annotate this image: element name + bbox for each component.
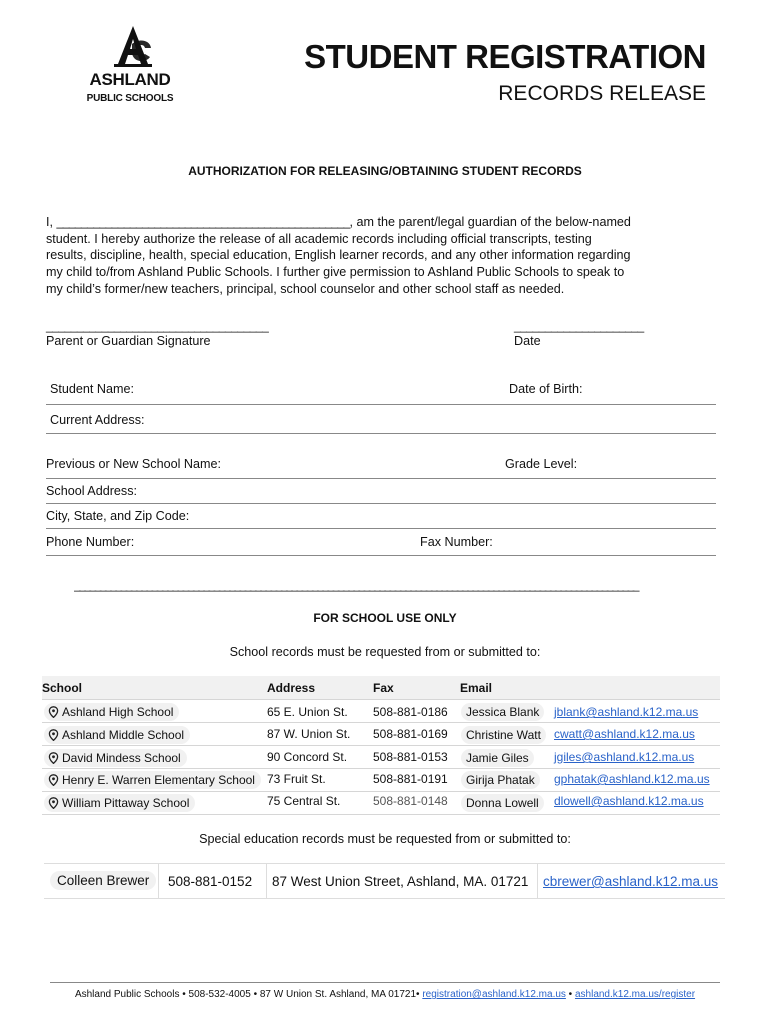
student-name-field[interactable] [46,404,716,405]
table-row [44,771,261,791]
school-address: 75 Central St. [267,794,341,808]
prev-school-field[interactable] [46,478,716,479]
table-row [44,726,190,746]
email-link[interactable]: dlowell@ashland.k12.ma.us [554,794,704,808]
city-state-zip-field[interactable] [46,528,716,529]
school-address: 73 Fruit St. [267,772,326,786]
date-label: Date [514,334,541,348]
contact-chip[interactable]: Jamie Giles [461,749,534,767]
contact-chip[interactable]: Christine Watt [461,726,546,744]
school-address: 87 W. Union St. [267,727,351,741]
email-link[interactable]: gphatak@ashland.k12.ma.us [554,772,710,786]
table-row [44,749,187,769]
school-address-label: School Address: [46,484,138,498]
contact-chip[interactable]: Donna Lowell [461,794,544,812]
authorization-paragraph [46,214,706,298]
authorization-line-3: results, discipline, health, special education, English learner records, and any other information regarding [46,248,631,263]
footer-url-link[interactable]: ashland.k12.ma.us/register [574,989,696,1000]
student-name-label: Student Name: [50,382,135,396]
sped-fax: 508-881-0152 [168,874,253,889]
cell-divider [266,863,267,899]
school-chip[interactable] [44,771,261,789]
row-divider [42,791,720,792]
school-fax: 508-881-0191 [373,772,448,786]
row-divider [42,814,720,815]
map-pin-icon [48,774,59,786]
school-fax: 508-881-0153 [373,750,448,764]
sped-request-text: Special education records must be requested from or submitted to: [199,832,571,846]
guardian-name-blank[interactable]: ________________________________________________ [56,215,350,229]
city-state-zip-label: City, State, and Zip Code: [46,509,190,523]
ashland-logo-icon [112,24,154,68]
footer-separator: • [565,989,575,1000]
authorization-prefix: I, [46,215,57,229]
map-pin-icon [48,706,59,718]
grade-level-label: Grade Level: [505,457,578,471]
school-address: 90 Concord St. [267,750,348,764]
school-name: Ashland Middle School [62,728,185,742]
authorization-line-1 [46,214,706,231]
phone-label: Phone Number: [46,535,135,549]
school-fax: 508-881-0148 [373,794,448,808]
contact-chip[interactable]: Jessica Blank [461,703,544,721]
authorization-suffix: , am the parent/legal guardian of the below-named [349,215,631,229]
current-address-label: Current Address: [50,413,145,427]
table-row [44,794,195,814]
sped-address: 87 West Union Street, Ashland, MA. 01721 [272,874,529,889]
cell-divider [537,863,538,899]
signature-line[interactable]: ____________________________________ [46,319,269,333]
email-link[interactable]: jgiles@ashland.k12.ma.us [554,750,695,764]
current-address-field[interactable] [46,433,716,434]
signature-label: Parent or Guardian Signature [46,334,211,348]
footer-email-link[interactable]: registration@ashland.k12.ma.us [422,989,566,1000]
records-request-text: School records must be requested from or submitted to: [229,645,541,659]
column-fax: Fax [373,681,394,695]
prev-school-label: Previous or New School Name: [46,457,221,471]
footer-text: Ashland Public Schools • 508-532-4005 • 87 W Union St. Ashland, MA 01721• [74,989,423,1000]
school-use-heading: FOR SCHOOL USE ONLY [313,611,457,625]
email-link[interactable]: jblank@ashland.k12.ma.us [554,705,699,719]
page-subtitle: RECORDS RELEASE [498,82,706,105]
phone-fax-field[interactable] [46,555,716,556]
footer [0,989,770,1000]
school-name: William Pittaway School [62,796,190,810]
org-name: ASHLAND [89,70,171,89]
school-chip[interactable] [44,794,195,812]
school-name: Henry E. Warren Elementary School [62,773,255,787]
date-line[interactable]: _____________________ [514,319,644,333]
school-address-field[interactable] [46,503,716,504]
fax-label: Fax Number: [420,535,493,549]
map-pin-icon [48,729,59,741]
contact-chip[interactable]: Girija Phatak [461,771,540,789]
school-fax: 508-881-0186 [373,705,448,719]
authorization-line-2: student. I hereby authorize the release of all academic records including official transcripts, testing [46,231,592,246]
authorization-line-5: my child’s former/new teachers, principal, school counselor and other school staff as needed. [46,281,565,296]
column-email: Email [460,681,493,695]
school-chip[interactable] [44,703,179,721]
school-chip[interactable] [44,749,187,767]
authorization-heading: AUTHORIZATION FOR RELEASING/OBTAINING STUDENT RECORDS [188,164,582,178]
footer-divider [50,982,720,983]
email-link[interactable]: cwatt@ashland.k12.ma.us [554,727,695,741]
sped-contact-chip[interactable]: Colleen Brewer [50,871,156,890]
sped-email-link[interactable]: cbrewer@ashland.k12.ma.us [543,874,719,889]
table-row [44,703,179,723]
map-pin-icon [48,752,59,764]
section-divider: _____________________________________________________________________________________________________________ [74,578,638,592]
dob-label: Date of Birth: [509,382,583,396]
org-subtitle: PUBLIC SCHOOLS [86,93,174,104]
school-name: Ashland High School [62,705,174,719]
map-pin-icon [48,797,59,809]
school-fax: 508-881-0169 [373,727,448,741]
page-title: STUDENT REGISTRATION [304,38,706,75]
school-address: 65 E. Union St. [267,705,348,719]
authorization-line-4: my child to/from Ashland Public Schools. I further give permission to Ashland Public Schools to speak to [46,265,625,280]
school-chip[interactable] [44,726,190,744]
cell-divider [158,863,159,899]
column-address: Address [267,681,316,695]
column-school: School [42,681,83,695]
school-name: David Mindess School [62,751,181,765]
